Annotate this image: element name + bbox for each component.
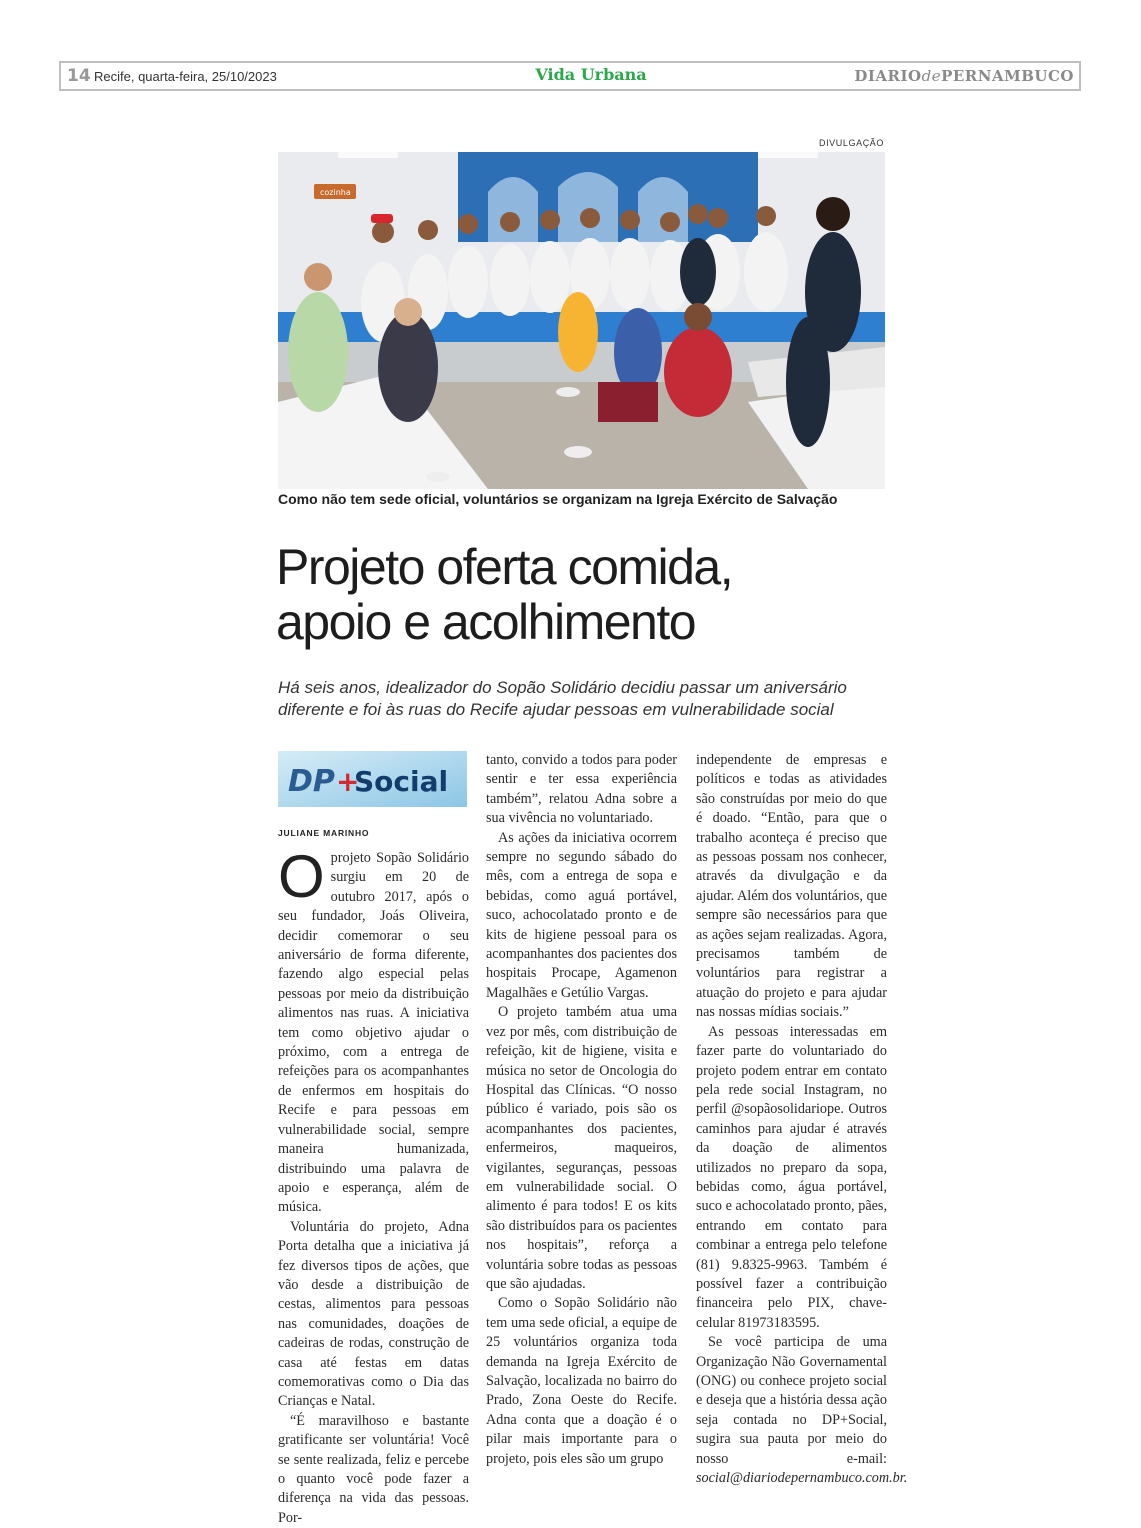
article-column-2 (486, 751, 677, 1469)
page-header (59, 61, 1081, 91)
paragraph-6a: Como o Sopão Solidário não tem uma sede oficial, a equipe de 25 voluntários organiza toda demanda na Igreja Exército de Salvação, localizada no bairro do Prado, Zona Oeste do Recife. Adna conta que a doação é o pilar mais importante para o projeto, pois eles são um grupo (486, 1295, 677, 1467)
headline-line-1: Projeto oferta comida, (276, 539, 733, 595)
contact-email-link[interactable]: social@diariodepernambuco.com.br. (696, 1470, 908, 1487)
article-column-1 (278, 843, 469, 1528)
badge-social-text: Social (354, 765, 449, 798)
badge-dp-text: DP (288, 764, 335, 799)
byline: JULIANE MARINHO (278, 828, 370, 838)
paragraph-3a: “É maravilhoso e bastante gratificante ser voluntária! Você se sente realizada, feliz e percebe o quanto você pode fazer a diferença na vida das pessoas. Por- (278, 1412, 469, 1526)
dp-social-badge[interactable] (278, 751, 467, 807)
paragraph-5: O projeto também atua uma vez por mês, com distribuição de refeição, kit de higiene, visita e música no setor de Oncologia do Hospital das Clínicas. “O nosso público é variado, pois são os acompanhantes dos pacientes, enfermeiros, maqueiros, vigilantes, seguranças, pessoas em vulnerabilidade social. O alimento é para todos! E os kits são distribuídos para os pacientes nos hospitais”, reforça a voluntária sobre todas as pessoas que são ajudadas. (486, 1004, 677, 1292)
group-photo-illustration (278, 152, 885, 489)
drop-cap: O (278, 843, 325, 910)
paragraph-7: As pessoas interessadas em fazer parte do voluntariado do projeto podem entrar em contato pela rede social Instagram, no perfil @sopãosolidariope. Outros caminhos para ajudar é através da doação de alimentos utilizados no preparo da sopa, bebidas como, água portável, suco e achocolatado pronto, pães, entrando em contato para combinar a entrega pelo telefone (81) 9.8325-9963. Também é possível fazer a contribuição financeira pelo PIX, chave-celular 81973183595. (696, 1023, 887, 1331)
article-column-3 (696, 751, 908, 1488)
headline-line-2: apoio e acolhimento (276, 594, 696, 650)
masthead-logo[interactable] (854, 67, 1074, 85)
masthead-part-3: PERNAMBUCO (941, 67, 1074, 85)
masthead-part-2: de (921, 67, 942, 85)
cozinha-sign-text: cozinha (320, 188, 351, 197)
paragraph-8-text: Se você participa de uma Organização Não Governamental (ONG) ou conhece projeto social e deseja que a história dessa ação seja contada no DP+Social, sugira sua pauta por meio do nosso e-mail: (696, 1334, 887, 1467)
paragraph-2: Voluntária do projeto, Adna Porta detalha que a iniciativa já fez diversos tipos de ações, que vão desde a distribuição de cestas, alimentos para pessoas nas comunidades, doações de cadeiras de rodas, construção de casa até festas em datas comemorativas como o Dia das Crianças e Natal. (278, 1218, 469, 1410)
paragraph-3b: tanto, convido a todos para poder sentir e ter essa experiência também”, relatou Adna sobre a sua vivência no voluntariado. (486, 752, 677, 827)
photo-credit: DIVULGAÇÃO (818, 138, 884, 148)
paragraph-8 (696, 1333, 908, 1488)
photo-caption: Como não tem sede oficial, voluntários se organizam na Igreja Exército de Salvação (278, 491, 838, 507)
standfirst: Há seis anos, idealizador do Sopão Solidário decidiu passar um aniversário diferente e foi às ruas do Recife ajudar pessoas em vulnerabilidade social (278, 678, 847, 719)
paragraph-4: As ações da iniciativa ocorrem sempre no segundo sábado do mês, com a entrega de sopa e bebidas, como aguá portável, suco, achocolatado pronto e de kits de higiene pessoal para os acompanhantes dos pacientes dos hospitais Procape, Agamenon Magalhães e Getúlio Vargas. (486, 829, 677, 1001)
paragraph-1 (278, 843, 469, 1218)
paragraph-6b: independente de empresas e políticos e todas as atividades são construídas por meio do que é doado. “Então, para que o trabalho aconteça é preciso que as pessoas possam nos conhecer, através da divulgação e da ajudar. Além dos voluntários, que sempre são necessários para que as ações sejam realizadas. Agora, precisamos também de voluntários para registrar a atuação do projeto e para ajudar nas nossas mídias sociais.” (696, 752, 887, 1021)
section-name[interactable]: Vida Urbana (535, 65, 647, 84)
dp-social-logo (278, 751, 467, 807)
masthead-part-1: DIARIO (854, 67, 922, 85)
paragraph-1-text: projeto Sopão Solidário surgiu em 20 de outubro 2017, após o seu fundador, Joás Oliveira, decidir comemorar o seu aniversário de forma diferente, fazendo algo especial pelas pessoas por meio da distribuição alimentos nas ruas. A iniciativa tem como objetivo ajudar o próximo, com a entrega de refeições para os acompanhantes de enfermos em hospitais do Recife e para pessoas em vulnerabilidade social, sempre maneira humanizada, distribuindo uma palavra de apoio e esperança, além de música. (278, 850, 469, 1216)
headline (276, 540, 896, 650)
article-photo[interactable] (278, 152, 885, 489)
page-number: 14 (67, 66, 91, 86)
dateline: Recife, quarta-feira, 25/10/2023 (94, 69, 277, 84)
badge-plus-text: + (336, 765, 360, 798)
